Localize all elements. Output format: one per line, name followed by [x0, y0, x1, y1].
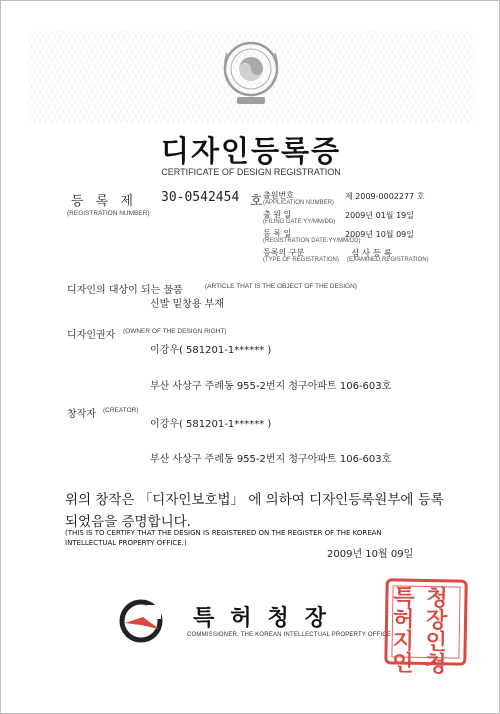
certification-text-line1: 위의 창작은 「디자인보호법」 에 의하여 디자인등록원부에 등록	[65, 492, 444, 508]
registration-type-value: 심 사 등 록	[351, 249, 392, 259]
application-number-label: 출원번호	[263, 191, 294, 200]
national-emblem-icon	[217, 37, 285, 109]
registration-type-label-en: (TYPE OF REGISTRATION)	[263, 257, 339, 263]
certificate-title: 디자인등록증	[160, 134, 342, 168]
registration-type-label: 등록의 구분	[263, 248, 305, 257]
application-number-label-en: (APPLICATION NUMBER)	[263, 200, 334, 206]
creator-label: 창작자	[67, 409, 96, 420]
filing-date-value: 2009년 01월 19일	[345, 211, 414, 220]
issuer-title-en: COMMISSIONER, THE KOREAN INTELLECTUAL PROPERTY OFFICE	[187, 632, 392, 638]
owner-label-en: (OWNER OF THE DESIGN RIGHT)	[123, 328, 227, 335]
application-number-value: 제 2009-0002277 호	[345, 192, 425, 201]
registration-date-label-en: (REGISTRATION DATE:YY/MM/DD)	[263, 238, 361, 244]
registration-type-value-en: (EXAMINED REGISTRATION)	[347, 257, 429, 263]
certification-text-line2: 되었음을 증명합니다.	[65, 514, 191, 530]
creator-label-en: (CREATOR)	[103, 407, 139, 414]
certification-date: 2009년 10월 09일	[327, 549, 414, 560]
certification-text-en-line2: INTELLECTUAL PROPERTY OFFICE.)	[65, 539, 187, 547]
seal-char: 청장	[425, 585, 448, 634]
owner-label: 디자인권자	[67, 330, 116, 341]
official-seal-stamp	[384, 578, 467, 678]
issuer-title: 특허청장	[193, 606, 343, 631]
seal-char: 지인	[392, 628, 415, 677]
owner-address: 부산 사상구 주례동 955-2번지 청구아파트 106-603호	[150, 381, 392, 392]
registration-label-en: (REGISTRATION NUMBER)	[67, 210, 150, 217]
creator-name: 이강우( 581201-1****** )	[150, 419, 272, 430]
registration-suffix: 호	[250, 194, 263, 209]
certification-text-en-line1: (THIS IS TO CERTIFY THAT THE DESIGN IS REGISTERED ON THE REGISTER OF THE KOREAN	[65, 529, 382, 537]
seal-char: 특허	[392, 584, 415, 633]
registration-label: 등 록 제	[71, 194, 137, 209]
filing-date-label: 출 원 일	[263, 210, 292, 219]
article-label: 디자인의 대상이 되는 물품	[67, 285, 183, 296]
certificate-title-en: CERTIFICATE OF DESIGN REGISTRATION	[161, 167, 341, 177]
registration-date-label: 등 록 일	[263, 229, 292, 238]
filing-date-label-en: (FILING DATE:YY/MM/DD)	[263, 219, 336, 225]
kipo-logo-icon	[119, 599, 163, 643]
registration-date-value: 2009년 10월 09일	[345, 230, 414, 239]
registration-number: 30-0542454	[161, 190, 240, 205]
seal-char: 인청	[425, 628, 448, 678]
article-value: 신발 밑창용 부재	[150, 299, 224, 310]
creator-address: 부산 사상구 주례동 955-2번지 청구아파트 106-603호	[150, 454, 392, 465]
article-label-en: (ARTICLE THAT IS THE OBJECT OF THE DESIGN)	[205, 283, 357, 290]
owner-name: 이강우( 581201-1****** )	[150, 345, 272, 356]
